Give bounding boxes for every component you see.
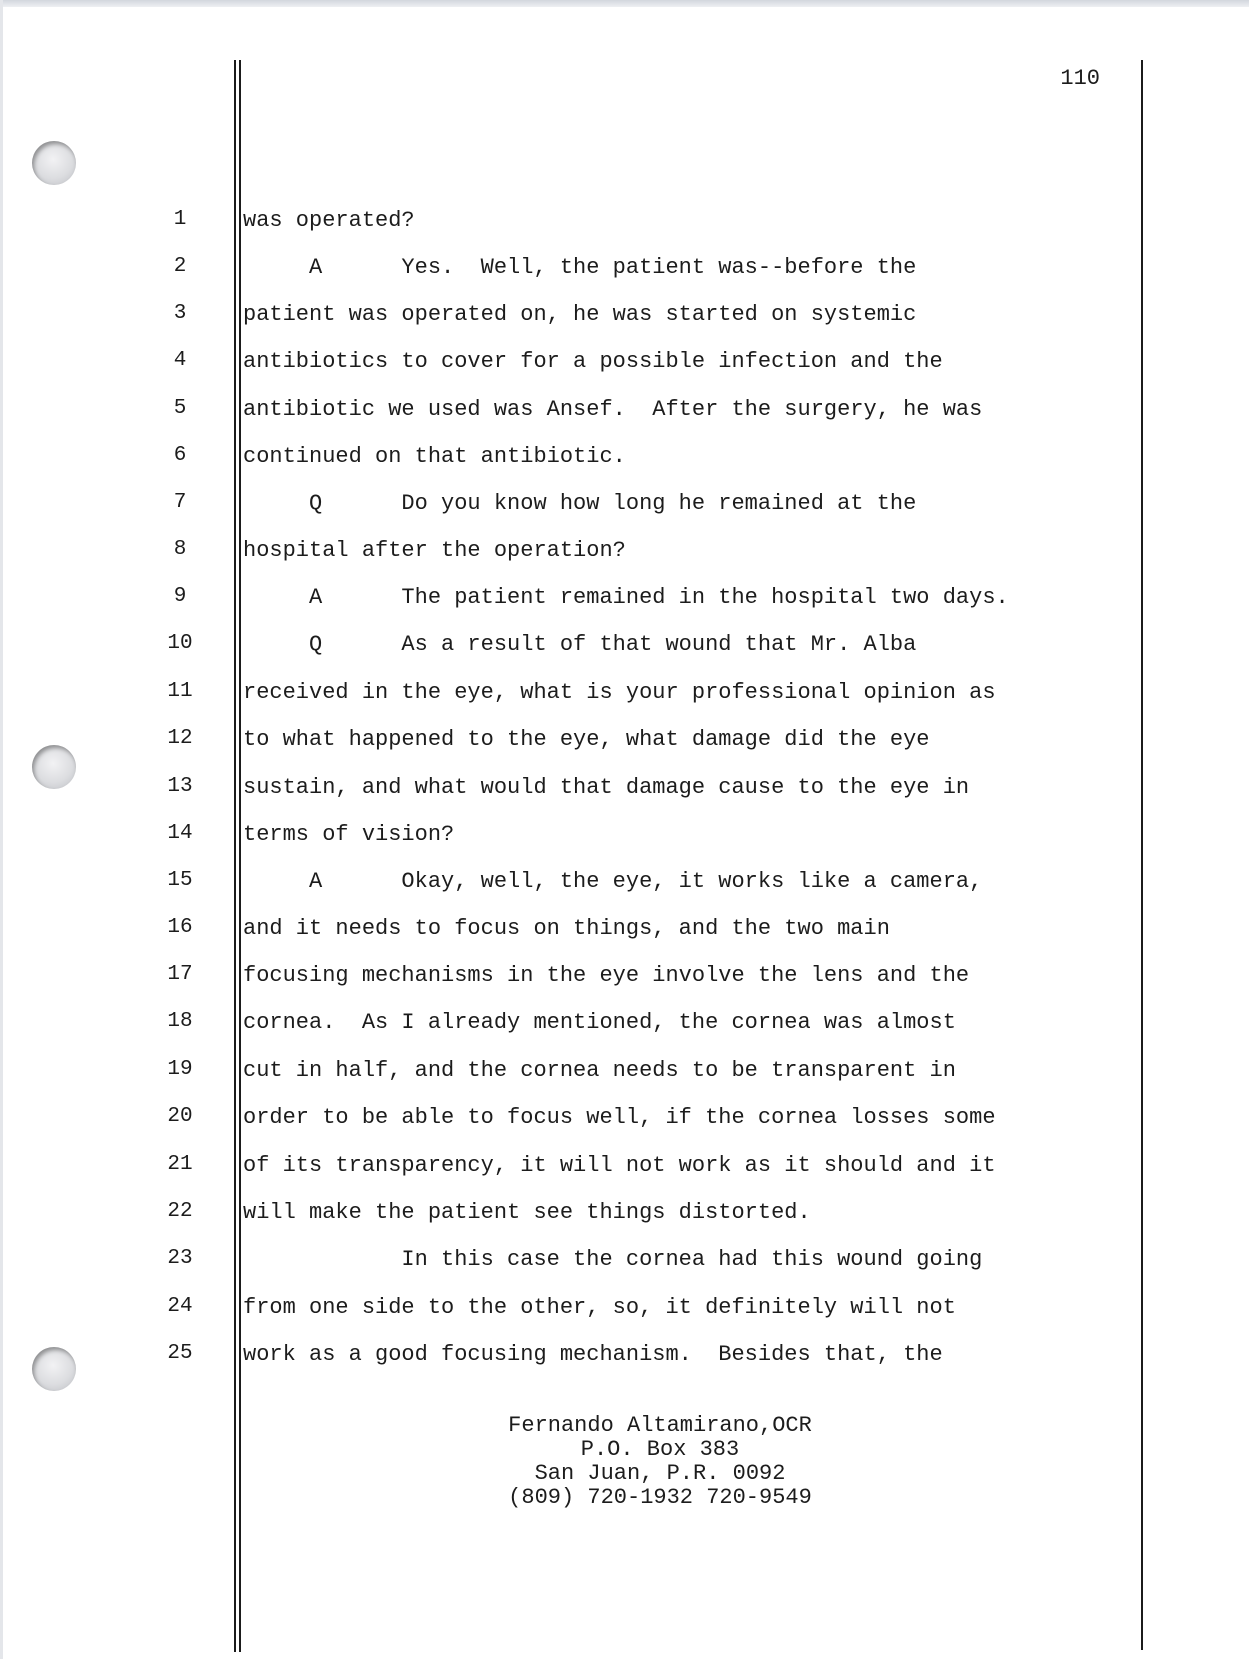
- right-margin-rule: [1141, 60, 1143, 1650]
- transcript-line: antibiotic we used was Ansef. After the surgery, he was: [243, 397, 983, 422]
- line-number: 24: [167, 1295, 193, 1318]
- transcript-line: Q As a result of that wound that Mr. Alba: [243, 632, 917, 657]
- transcript-line: In this case the cornea had this wound going: [243, 1247, 983, 1272]
- reporter-address-line-2: San Juan, P.R. 0092: [534, 1461, 786, 1486]
- line-number: 5: [173, 397, 187, 420]
- line-number: 6: [173, 444, 187, 467]
- transcript-line: work as a good focusing mechanism. Besides that, the: [243, 1342, 943, 1367]
- page-number: 110: [1060, 66, 1100, 91]
- line-number: 7: [173, 491, 187, 514]
- transcript-line: received in the eye, what is your professional opinion as: [243, 680, 996, 705]
- line-number: 15: [167, 869, 193, 892]
- line-number: 2: [173, 255, 187, 278]
- punch-hole: [32, 141, 76, 185]
- transcript-line: A The patient remained in the hospital two days.: [243, 585, 1009, 610]
- line-number: 14: [167, 822, 193, 845]
- transcript-line: antibiotics to cover for a possible infection and the: [243, 349, 943, 374]
- transcript-line: Q Do you know how long he remained at the: [243, 491, 917, 516]
- line-number: 13: [167, 775, 193, 798]
- line-number: 11: [167, 680, 193, 703]
- transcript-line: cornea. As I already mentioned, the cornea was almost: [243, 1010, 956, 1035]
- line-number: 16: [167, 916, 193, 939]
- line-number: 22: [167, 1200, 193, 1223]
- line-number: 23: [167, 1247, 193, 1270]
- transcript-line: order to be able to focus well, if the cornea losses some: [243, 1105, 996, 1130]
- line-number: 20: [167, 1105, 193, 1128]
- transcript-line: continued on that antibiotic.: [243, 444, 626, 469]
- line-number: 12: [167, 727, 193, 750]
- line-number: 1: [173, 208, 187, 231]
- reporter-name: Fernando Altamirano,OCR: [508, 1413, 812, 1438]
- line-number: 9: [173, 585, 187, 608]
- line-number: 17: [167, 963, 193, 986]
- transcript-line: A Okay, well, the eye, it works like a camera,: [243, 869, 983, 894]
- paper-left-edge: [0, 0, 3, 1659]
- transcript-line: hospital after the operation?: [243, 538, 626, 563]
- transcript-line: patient was operated on, he was started on systemic: [243, 302, 917, 327]
- transcript-line: focusing mechanisms in the eye involve the lens and the: [243, 963, 970, 988]
- transcript-line: was operated?: [243, 208, 415, 233]
- transcript-line: will make the patient see things distorted.: [243, 1200, 811, 1225]
- line-number: 4: [173, 349, 187, 372]
- punch-hole: [32, 1347, 76, 1391]
- line-number: 10: [167, 632, 193, 655]
- paper-top-edge: [0, 0, 1249, 7]
- transcript-line: A Yes. Well, the patient was--before the: [243, 255, 917, 280]
- left-margin-rule: [234, 60, 236, 1652]
- line-number: 3: [173, 302, 187, 325]
- line-number: 21: [167, 1153, 193, 1176]
- reporter-address-line-1: P.O. Box 383: [580, 1437, 740, 1462]
- transcript-line: from one side to the other, so, it definitely will not: [243, 1295, 956, 1320]
- transcript-line: to what happened to the eye, what damage did the eye: [243, 727, 930, 752]
- transcript-line: terms of vision?: [243, 822, 455, 847]
- line-number: 19: [167, 1058, 193, 1081]
- left-margin-rule-inner: [239, 60, 241, 1652]
- transcript-line: sustain, and what would that damage cause to the eye in: [243, 775, 970, 800]
- line-number: 8: [173, 538, 187, 561]
- reporter-footer: [440, 1414, 880, 1510]
- line-number: 25: [167, 1342, 193, 1365]
- transcript-line: cut in half, and the cornea needs to be transparent in: [243, 1058, 956, 1083]
- transcript-line: and it needs to focus on things, and the two main: [243, 916, 890, 941]
- reporter-phone: (809) 720-1932 720-9549: [508, 1485, 812, 1510]
- transcript-line: of its transparency, it will not work as it should and it: [243, 1153, 996, 1178]
- punch-hole: [32, 745, 76, 789]
- line-number: 18: [167, 1010, 193, 1033]
